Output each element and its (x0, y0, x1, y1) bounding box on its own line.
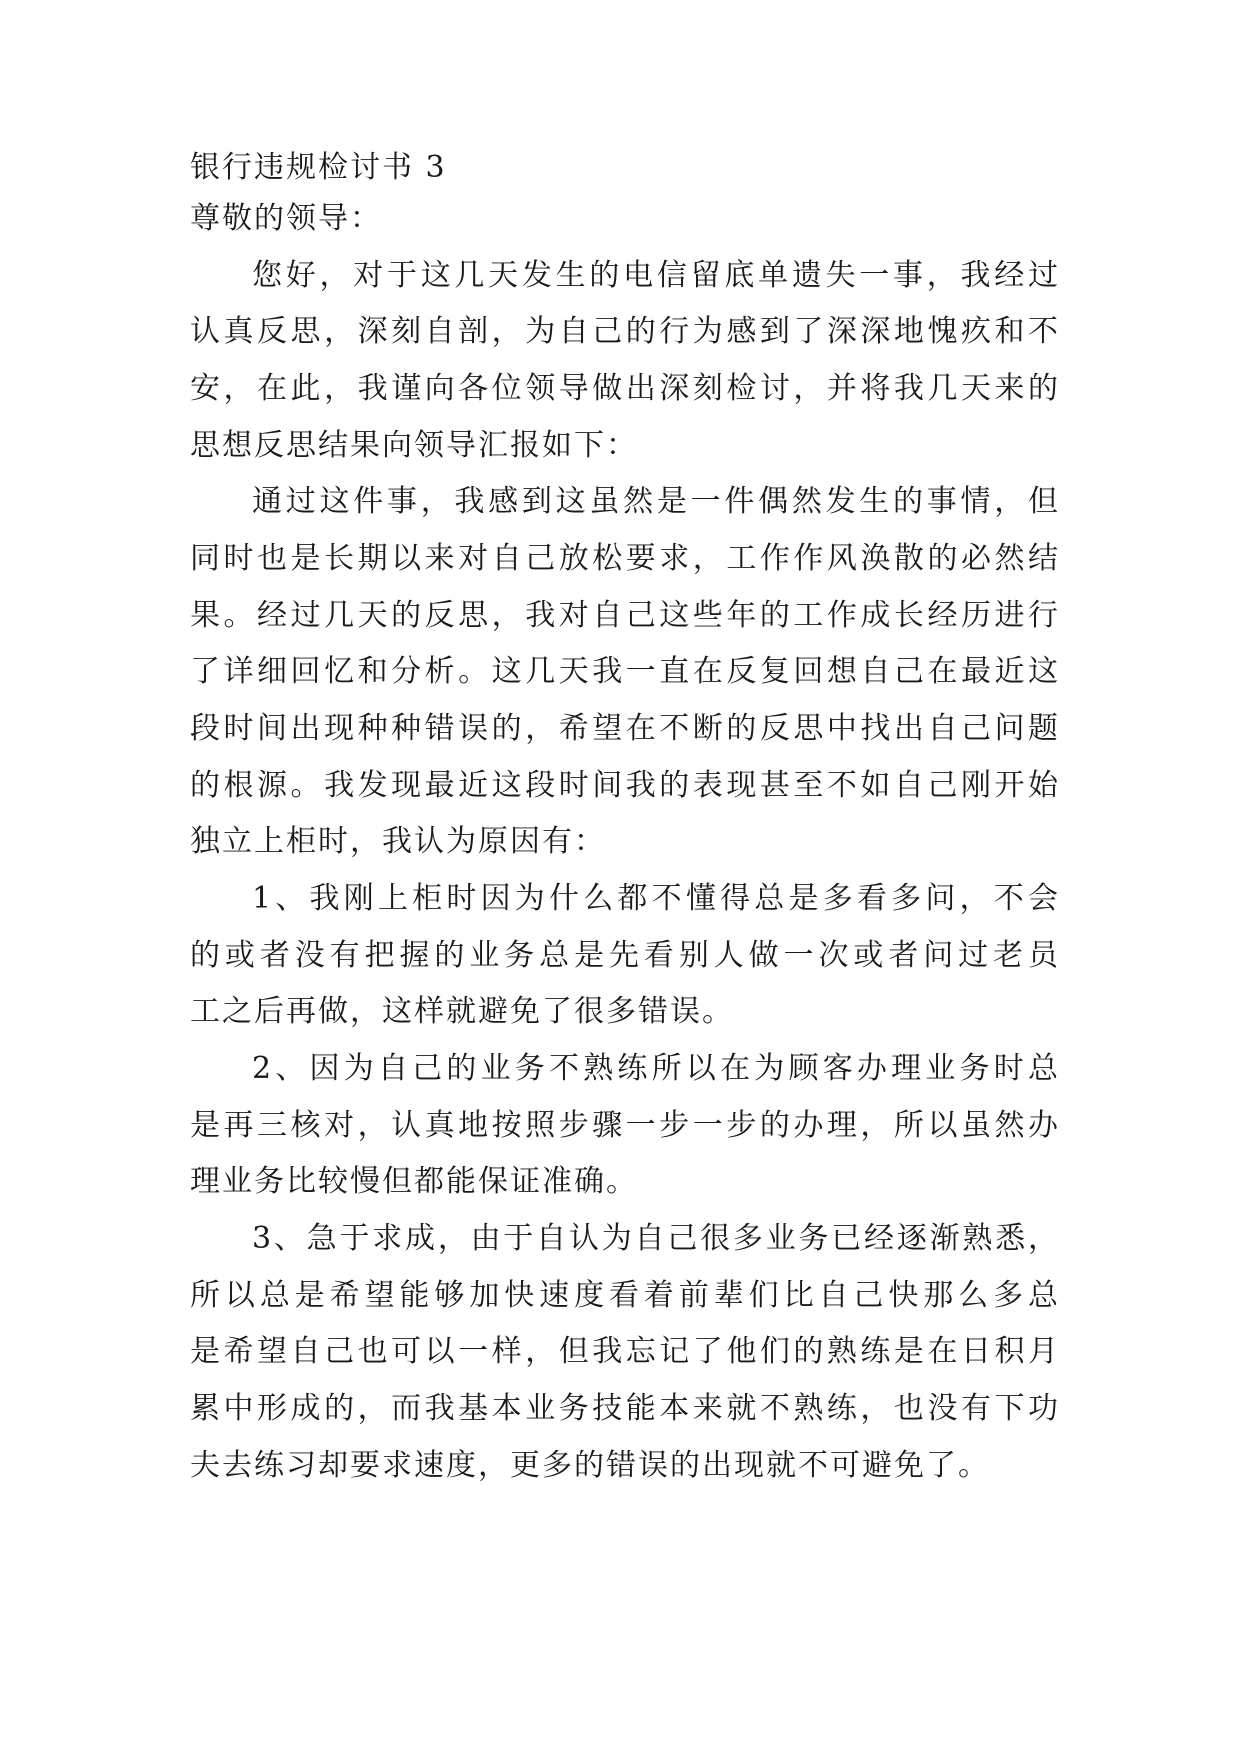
paragraph-line: 夫去练习却要求速度，更多的错误的出现就不可避免了。 (190, 1448, 990, 1483)
paragraph-line: 独立上柜时，我认为原因有： (190, 824, 606, 859)
paragraph-line: 同时也是长期以来对自己放松要求，工作作风涣散的必然结 (190, 541, 1060, 576)
paragraph-line: 的或者没有把握的业务总是先看别人做一次或者问过老员 (190, 938, 1060, 973)
document-title: 银行违规检讨书 3 (190, 150, 447, 185)
paragraph-line: 的根源。我发现最近这段时间我的表现甚至不如自己刚开始 (190, 768, 1060, 803)
salutation: 尊敬的领导： (190, 201, 382, 236)
paragraph-line: 2、因为自己的业务不熟练所以在为顾客办理业务时总 (252, 1051, 1060, 1086)
paragraph-line: 工之后再做，这样就避免了很多错误。 (190, 994, 734, 1029)
paragraph-line: 安，在此，我谨向各位领导做出深刻检讨，并将我几天来的 (190, 371, 1060, 406)
paragraph-line: 了详细回忆和分析。这几天我一直在反复回想自己在最近这 (190, 654, 1060, 689)
paragraph-line: 1、我刚上柜时因为什么都不懂得总是多看多问，不会 (252, 881, 1060, 916)
paragraph-line: 是希望自己也可以一样，但我忘记了他们的熟练是在日积月 (190, 1334, 1060, 1369)
paragraph-line: 通过这件事，我感到这虽然是一件偶然发生的事情，但 (252, 484, 1060, 519)
paragraph-line: 理业务比较慢但都能保证准确。 (190, 1164, 638, 1199)
paragraph-line: 果。经过几天的反思，我对自己这些年的工作成长经历进行 (190, 598, 1060, 633)
paragraph-line: 3、急于求成，由于自认为自己很多业务已经逐渐熟悉， (252, 1221, 1060, 1256)
paragraph-line: 是再三核对，认真地按照步骤一步一步的办理，所以虽然办 (190, 1108, 1060, 1143)
paragraph-line: 段时间出现种种错误的，希望在不断的反思中找出自己问题 (190, 711, 1060, 746)
paragraph-line: 累中形成的，而我基本业务技能本来就不熟练，也没有下功 (190, 1391, 1060, 1426)
paragraph-line: 所以总是希望能够加快速度看着前辈们比自己快那么多总 (190, 1278, 1060, 1313)
paragraph-line: 认真反思，深刻自剖，为自己的行为感到了深深地愧疚和不 (190, 314, 1060, 349)
paragraph-line: 思想反思结果向领导汇报如下： (190, 428, 638, 463)
paragraph-line: 您好，对于这几天发生的电信留底单遗失一事，我经过 (252, 258, 1060, 293)
